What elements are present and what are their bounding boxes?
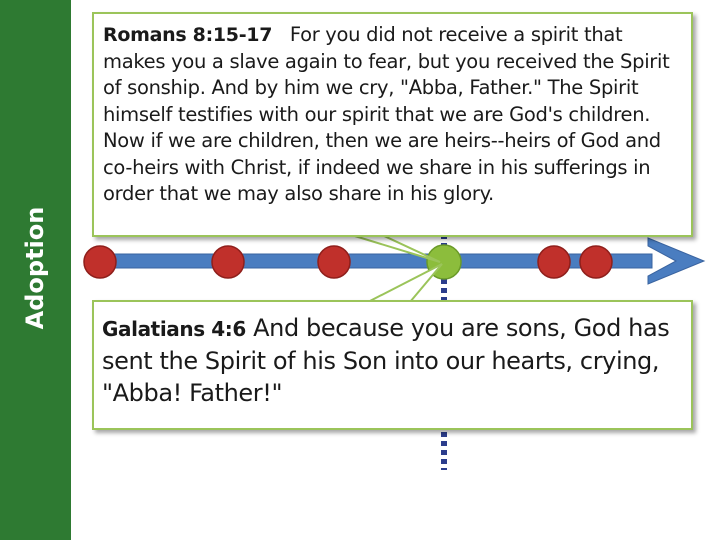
verse-text: And because you are sons, God has sent the Spirit of his Son into our hearts, crying, "Abba! Father!" bbox=[102, 314, 670, 407]
timeline-dot-red bbox=[538, 246, 570, 278]
timeline-dot-red bbox=[84, 246, 116, 278]
verse-reference: Galatians 4:6 bbox=[102, 317, 246, 341]
timeline-dot-red bbox=[580, 246, 612, 278]
verse-text: For you did not receive a spirit that makes you a slave again to fear, but you received the Spirit of sonship. And by him we cry, "Abba, Father." The Spirit himself testifies with our spirit that we are God's children. Now if we are children, then we are heirs--heirs of God and co-heirs with Christ, if indeed we share in his sufferings in order that we may also share in his glory. bbox=[103, 23, 670, 205]
callout-pointer-bottom bbox=[368, 264, 442, 302]
timeline-dot-red bbox=[318, 246, 350, 278]
verse-callout-romans bbox=[92, 12, 693, 237]
timeline-dot-red bbox=[212, 246, 244, 278]
verse-reference: Romans 8:15-17 bbox=[103, 24, 273, 46]
timeline-arrow bbox=[112, 238, 704, 284]
verse-callout-galatians bbox=[92, 300, 693, 430]
sidebar-title: Adoption bbox=[21, 206, 49, 330]
